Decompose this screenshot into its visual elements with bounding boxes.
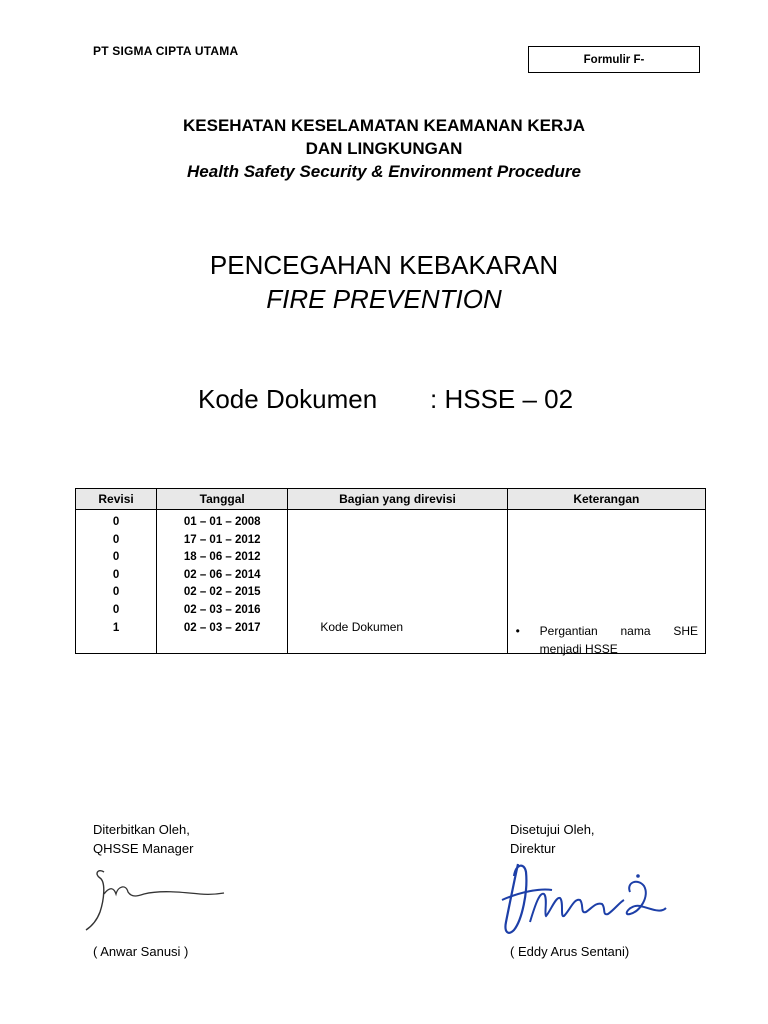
header-tanggal: Tanggal	[157, 489, 288, 510]
issued-by-block	[93, 820, 193, 858]
revision-number: 0	[112, 586, 120, 599]
revision-table-header	[76, 489, 706, 510]
revised-section-column	[288, 510, 507, 654]
approved-by-label: Disetujui Oleh,	[510, 822, 595, 837]
document-title: PENCEGAHAN KEBAKARAN	[209, 250, 559, 280]
header-line-3: Health Safety Security & Environment Procedure	[187, 162, 581, 181]
document-code-value: : HSSE – 02	[430, 384, 574, 414]
revision-date: 18 – 06 – 2012	[183, 551, 261, 564]
remark-line-2: menjadi HSSE	[539, 642, 618, 656]
revision-column	[76, 510, 157, 654]
revised-section: Kode Dokumen	[320, 620, 404, 634]
revision-date: 02 – 03 – 2016	[183, 603, 261, 616]
header-line-2: DAN LINGKUNGAN	[305, 139, 463, 158]
table-row	[76, 510, 706, 654]
revision-number: 0	[112, 568, 120, 581]
date-column	[157, 510, 288, 654]
header-bagian: Bagian yang direvisi	[288, 489, 507, 510]
header-revisi: Revisi	[76, 489, 157, 510]
signature-left-image	[80, 860, 230, 935]
remark-item	[516, 622, 698, 658]
revision-date: 01 – 01 – 2008	[183, 516, 261, 528]
signature-right-image	[480, 852, 680, 947]
approver-name: ( Eddy Arus Sentani)	[510, 944, 630, 959]
issuer-name: ( Anwar Sanusi )	[93, 944, 189, 959]
revision-date: 02 – 06 – 2014	[183, 568, 261, 581]
revision-number: 0	[112, 516, 120, 528]
revision-number: 0	[112, 533, 120, 546]
revision-date: 02 – 02 – 2015	[183, 586, 261, 599]
issued-by-label: Diterbitkan Oleh,	[93, 822, 190, 837]
header-line-1: KESEHATAN KESELAMATAN KEAMANAN KERJA	[182, 116, 586, 135]
revision-date: 02 – 03 – 2017	[183, 621, 261, 634]
remarks-column	[507, 510, 705, 654]
bullet-icon: •	[515, 624, 520, 638]
remark-word: nama	[620, 624, 651, 638]
approved-by-title: Direktur	[510, 841, 556, 856]
document-title-english: FIRE PREVENTION	[266, 284, 502, 314]
remark-word: SHE	[673, 624, 698, 638]
issued-by-title: QHSSE Manager	[93, 841, 194, 856]
header-keterangan: Keterangan	[507, 489, 705, 510]
revision-date: 17 – 01 – 2012	[183, 533, 261, 546]
revision-number: 0	[112, 603, 120, 616]
revision-number: 1	[112, 621, 120, 634]
company-name: PT SIGMA CIPTA UTAMA	[93, 44, 239, 58]
revision-table	[75, 488, 706, 654]
remark-word: Pergantian	[539, 624, 598, 638]
form-number-box: Formulir F-	[528, 46, 700, 73]
revision-number: 0	[112, 551, 120, 564]
document-code-label: Kode Dokumen	[198, 384, 378, 414]
